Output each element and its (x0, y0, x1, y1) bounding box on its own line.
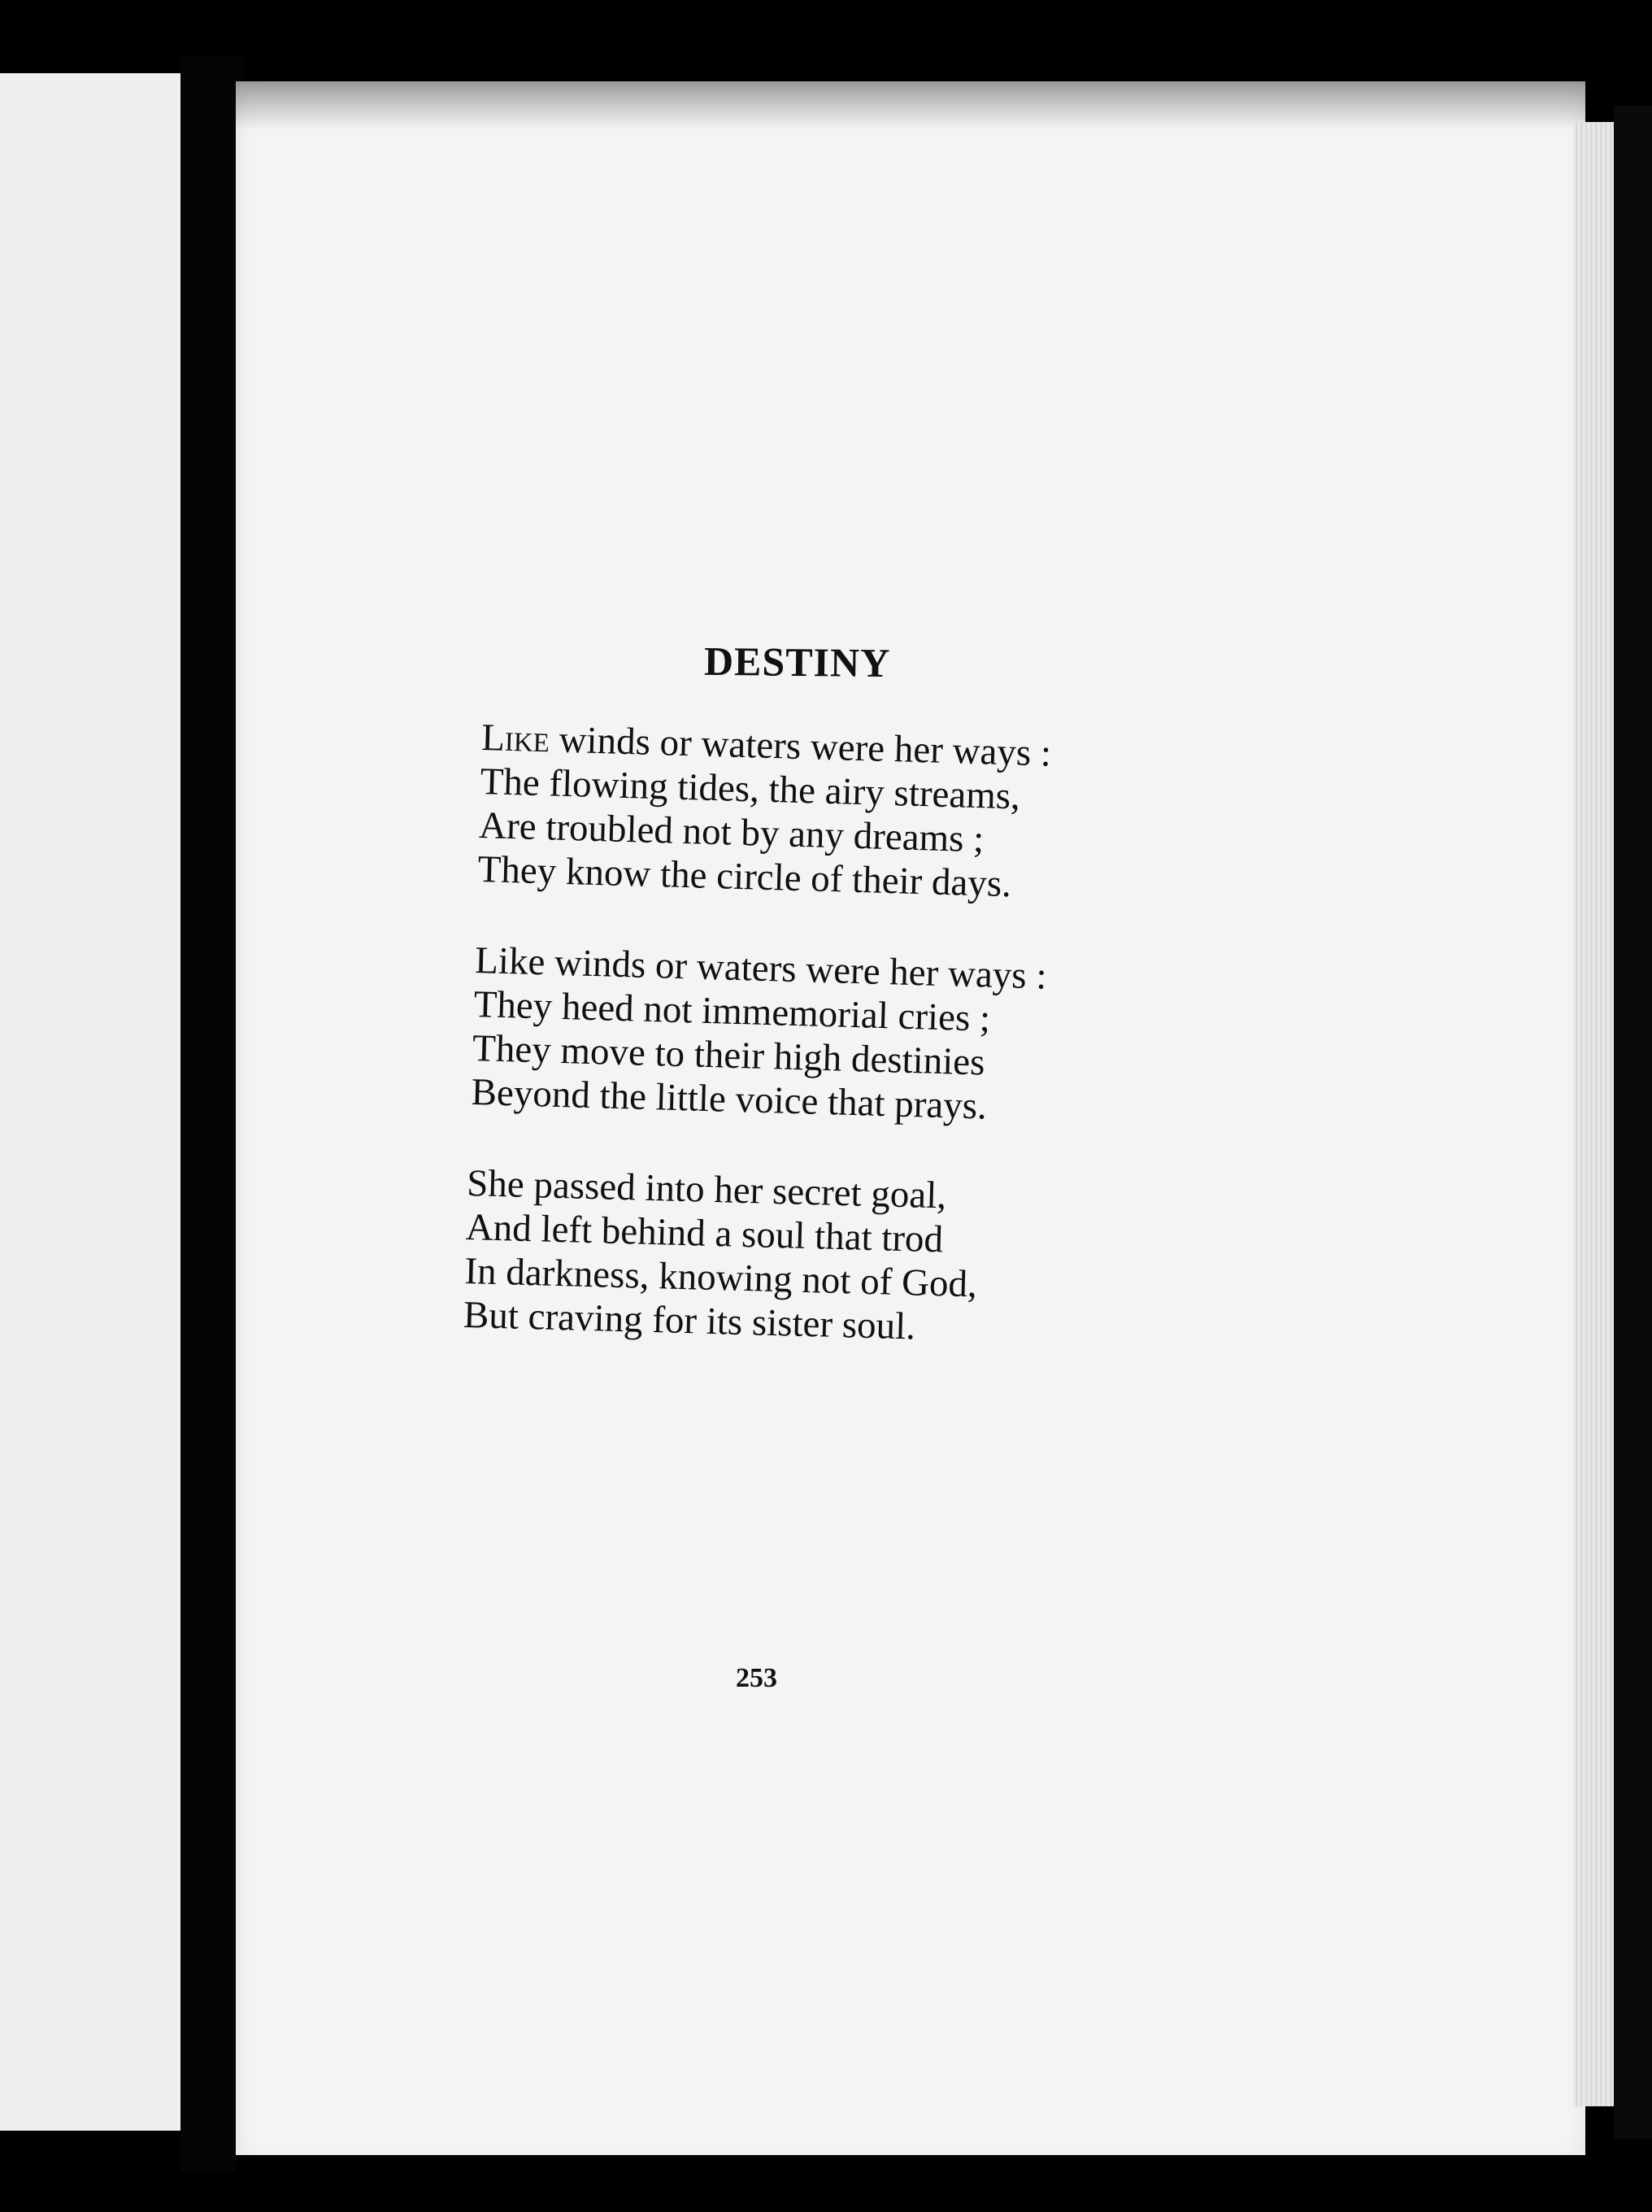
poem-title: DESTINY (703, 638, 891, 686)
opening-word: Like (480, 716, 550, 761)
poem-line: They move to their high destinies (472, 1026, 986, 1084)
poem-line: Like winds or waters were her ways : (474, 938, 1048, 998)
poem-line: The flowing tides, the airy streams, (480, 760, 1021, 818)
left-page-edge (0, 73, 180, 2131)
poem-line-text: winds or waters were her ways : (549, 718, 1052, 775)
book-cover-edge (1614, 106, 1652, 2139)
poem-line: She passed into her secret goal, (466, 1161, 947, 1217)
stanza-2 (471, 938, 1047, 1130)
page-bottom-shadow (236, 2155, 1618, 2212)
poem-line: They heed not immemorial cries ; (473, 982, 991, 1040)
poem-line: But craving for its sister soul. (463, 1293, 916, 1348)
poem-line: And left behind a soul that trod (465, 1205, 944, 1261)
page-number: 253 (736, 1663, 777, 1693)
book-gutter (180, 57, 244, 2171)
poem-line: Beyond the little voice that prays. (470, 1070, 988, 1128)
poem-line: Are troubled not by any dreams ; (478, 803, 985, 861)
poem-line: They know the circle of their days. (476, 847, 1012, 906)
stanza-1 (477, 716, 1054, 908)
poem-line: In darkness, knowing not of God, (463, 1249, 978, 1306)
page-top-shadow (236, 81, 1585, 130)
stanza-3 (463, 1161, 1039, 1352)
poem-body (463, 716, 1052, 1384)
page-stack-edge (1573, 122, 1614, 2106)
